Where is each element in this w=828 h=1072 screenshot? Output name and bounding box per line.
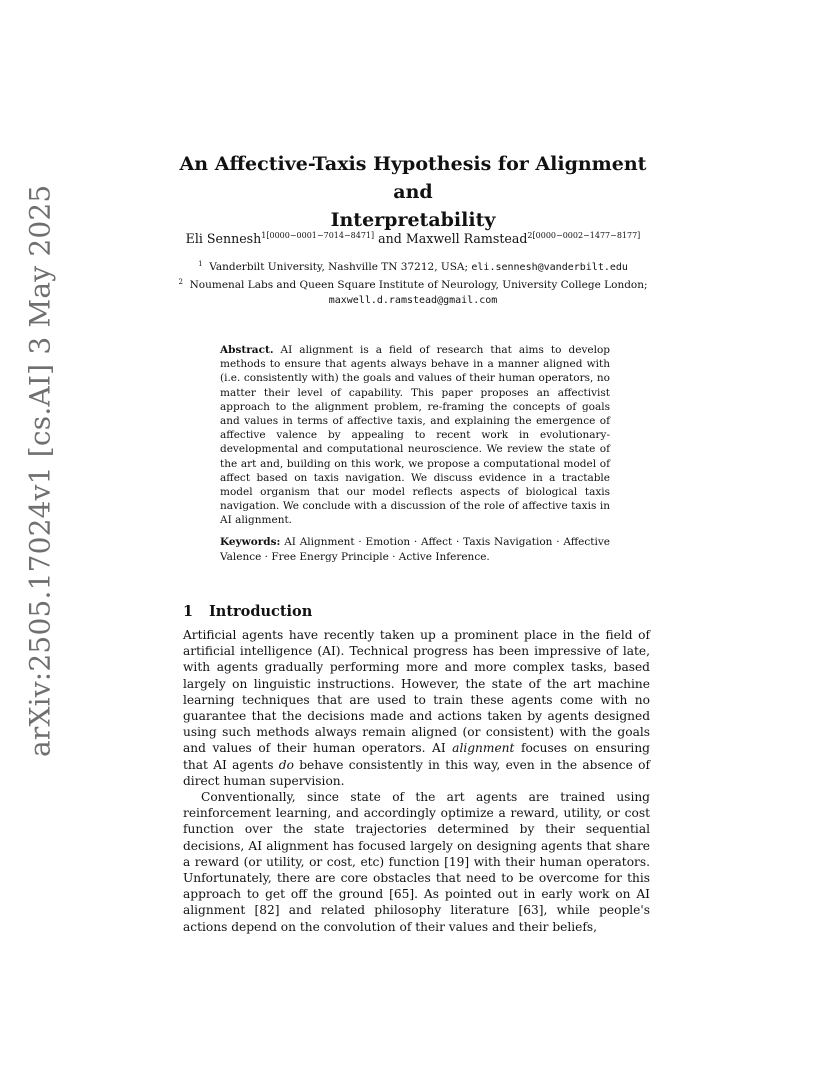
author-list [160,227,666,248]
body-text [183,627,650,935]
section-heading [183,603,312,620]
arxiv-identifier-stamp: arXiv:2505.17024v1 [cs.AI] 3 May 2025 [23,184,57,758]
author-1-orcid: 1[0000−0001−7014−8471] [261,231,375,240]
affiliation-2-mark: 2 [178,278,183,286]
keywords [220,535,610,565]
paper-title [160,150,666,234]
emphasis-do: do [278,757,294,772]
title-line-2: Interpretability [330,209,496,231]
abstract-label: Abstract. [220,344,274,356]
paragraph-1-part-c: behave consistently in this way, even in the absence of direct human supervision. [183,757,650,788]
abstract [220,343,610,528]
affiliation-2-text: Noumenal Labs and Queen Square Institute of Neurology, University College London; [189,279,648,291]
affiliations [170,257,656,308]
author-1-name: Eli Sennesh [185,231,262,246]
paragraph-1-part-a: Artificial agents have recently taken up a prominent place in the field of artificial intelligence (AI). Technical progress has been impressive of late, with agents gradually performing more and more complex tasks, based largely on linguistic instructions. However, the state of the art machine learning techniques that are used to train these agents come with no guarantee that the decisions made and actions taken by agents designed using such methods always remain aligned (or consistent) with the goals and values of their human operators. AI [183,628,650,756]
section-number: 1 [183,603,194,620]
affiliation-1-email: eli.sennesh@vanderbilt.edu [471,262,628,273]
paragraph-1 [183,627,650,789]
author-2-name: Maxwell Ramstead [405,231,528,246]
author-2-orcid: 2[0000−0002−1477−8177] [527,231,641,240]
affiliation-2-email: maxwell.d.ramstead@gmail.com [328,295,498,306]
paragraph-1-part-b: focuses on ensuring that AI agents [183,741,650,772]
affiliation-2 [170,275,656,308]
author-conjunction: and [374,231,406,246]
title-line-1: An Affective-Taxis Hypothesis for Alignment and [179,153,647,203]
section-title: Introduction [209,603,313,620]
emphasis-alignment: alignment [452,741,515,756]
affiliation-1 [170,257,656,275]
paragraph-2: Conventionally, since state of the art agents are trained using reinforcement learning, and accordingly optimize a reward, utility, or cost function over the state trajectories determined by their sequential decisions, AI alignment has focused largely on designing agents that share a reward (or utility, or cost, etc) function [19] with their human operators. Unfortunately, there are core obstacles that need to be overcome for this approach to get off the ground [65]. As pointed out in early work on AI alignment [82] and related philosophy literature [63], while people's actions depend on the convolution of their values and their beliefs, [183,790,650,934]
affiliation-1-text: Vanderbilt University, Nashville TN 37212, USA; [209,261,472,273]
affiliation-1-mark: 1 [198,260,203,268]
keywords-text: AI Alignment · Emotion · Affect · Taxis Navigation · Affective Valence · Free Energy Principle · Active Inference. [220,536,611,563]
abstract-text: AI alignment is a field of research that aims to develop methods to ensure that agents always behave in a manner aligned with (i.e. consistently with) the goals and values of their human operators, no matter their level of capability. This paper proposes an affectivist approach to the alignment problem, re-framing the concepts of goals and values in terms of affective taxis, and explaining the emergence of affective valence by appealing to recent work in evolutionary-developmental and computational neuroscience. We review the state of the art and, building on this work, we propose a computational model of affect based on taxis navigation. We discuss evidence in a tractable model organism that our model reflects aspects of biological taxis navigation. We conclude with a discussion of the role of affective taxis in AI alignment. [220,344,610,527]
keywords-label: Keywords: [220,536,281,548]
